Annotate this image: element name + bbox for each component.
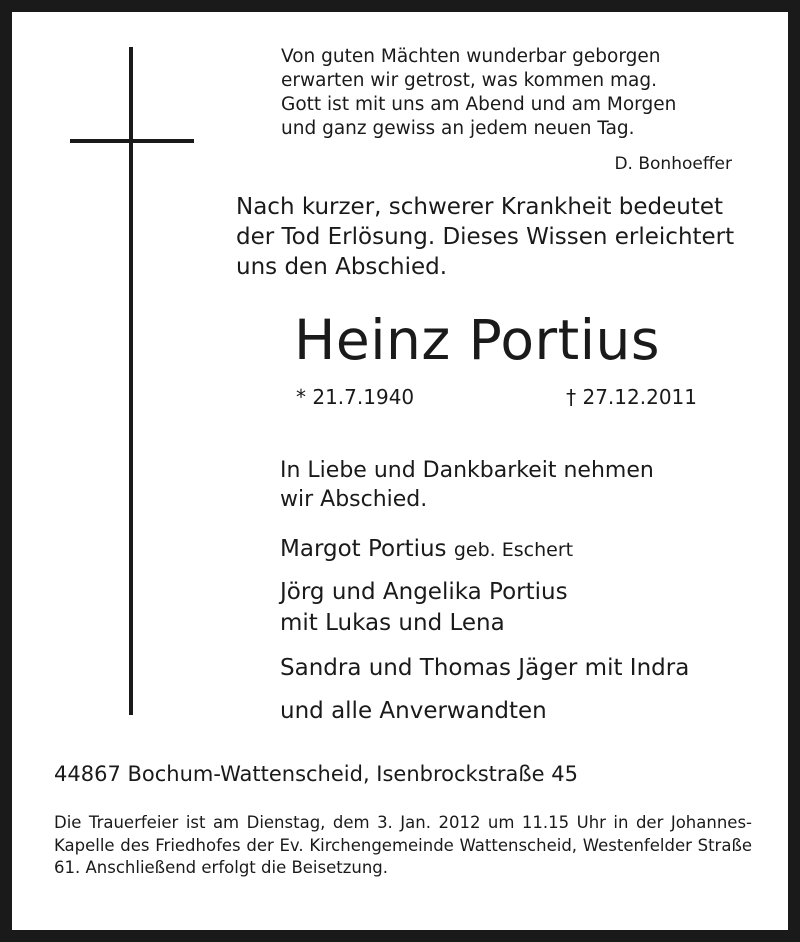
family-line: mit Lukas und Lena: [280, 610, 505, 636]
bonhoeffer-poem: [281, 45, 676, 141]
intro-line: der Tod Erlösung. Dieses Wissen erleichtert: [236, 224, 735, 250]
funeral-service-notice: Die Trauerfeier ist am Dienstag, dem 3. Jan. 2012 um 11.15 Uhr in der Johannes-Kapelle des Friedhofes der Ev. Kirchengemeinde Wattenscheid, Westenfelder Straße 61. Anschließend erfolgt die Beisetzung.: [54, 813, 752, 877]
farewell-line: wir Abschied.: [280, 487, 428, 512]
family-children-1: [280, 577, 568, 639]
cross-horizontal-bar: [70, 139, 194, 143]
death-date: † 27.12.2011: [566, 385, 697, 409]
poem-author: D. Bonhoeffer: [614, 154, 732, 174]
poem-line: Gott ist mit uns am Abend und am Morgen: [281, 94, 677, 115]
widow-maiden-name: geb. Eschert: [453, 539, 574, 561]
family-widow: [280, 534, 573, 566]
poem-line: erwarten wir getrost, was kommen mag.: [281, 70, 657, 91]
family-children-2: Sandra und Thomas Jäger mit Indra: [280, 655, 690, 681]
deceased-name: Heinz Portius: [294, 308, 661, 372]
farewell-line: In Liebe und Dankbarkeit nehmen: [280, 458, 654, 483]
obituary-notice: [12, 12, 788, 930]
intro-line: Nach kurzer, schwerer Krankheit bedeutet: [236, 194, 724, 220]
cross-vertical-bar: [129, 47, 133, 715]
farewell-text: [280, 456, 654, 514]
family-relatives: und alle Anverwandten: [280, 698, 547, 724]
family-line: Jörg und Angelika Portius: [280, 579, 568, 605]
poem-line: und ganz gewiss an jedem neuen Tag.: [281, 118, 635, 139]
family-address: 44867 Bochum-Wattenscheid, Isenbrockstraße 45: [54, 762, 578, 786]
intro-text: [236, 192, 734, 282]
intro-line: uns den Abschied.: [236, 254, 448, 280]
poem-line: Von guten Mächten wunderbar geborgen: [281, 46, 661, 67]
birth-date: * 21.7.1940: [296, 385, 415, 409]
widow-name: Margot Portius: [280, 536, 447, 562]
